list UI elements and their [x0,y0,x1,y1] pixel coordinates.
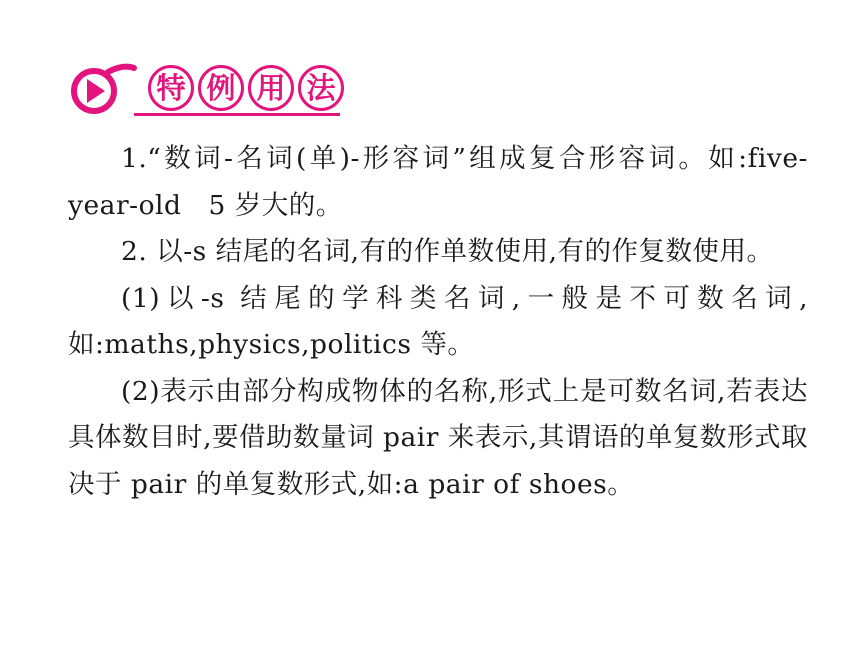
paragraph-2: 2. 以-s 结尾的名词,有的作单数使用,有的作复数使用。 [121,236,774,267]
play-circle-icon [68,62,140,118]
section-header [68,62,340,120]
header-underline [134,113,340,116]
paragraph-1: 1.“数词-名词(单)-形容词”组成复合形容词。如:five-year-old 5 岁大的。 [68,143,808,221]
content-body [68,136,808,508]
header-char-te: 特 [148,65,194,111]
paragraph-4: (2)表示由部分构成物体的名称,形式上是可数名词,若表达具体数目时,要借助数量词 pair 来表示,其谓语的单复数形式取决于 pair 的单复数形式,如:a pair of shoes。 [68,375,808,500]
paragraph-3: (1)以-s 结尾的学科类名词,一般是不可数名词,如:maths,physics,politics 等。 [68,282,808,360]
header-char-li: 例 [198,65,244,111]
header-char-yong: 用 [248,65,294,111]
header-char-fa: 法 [298,65,344,111]
